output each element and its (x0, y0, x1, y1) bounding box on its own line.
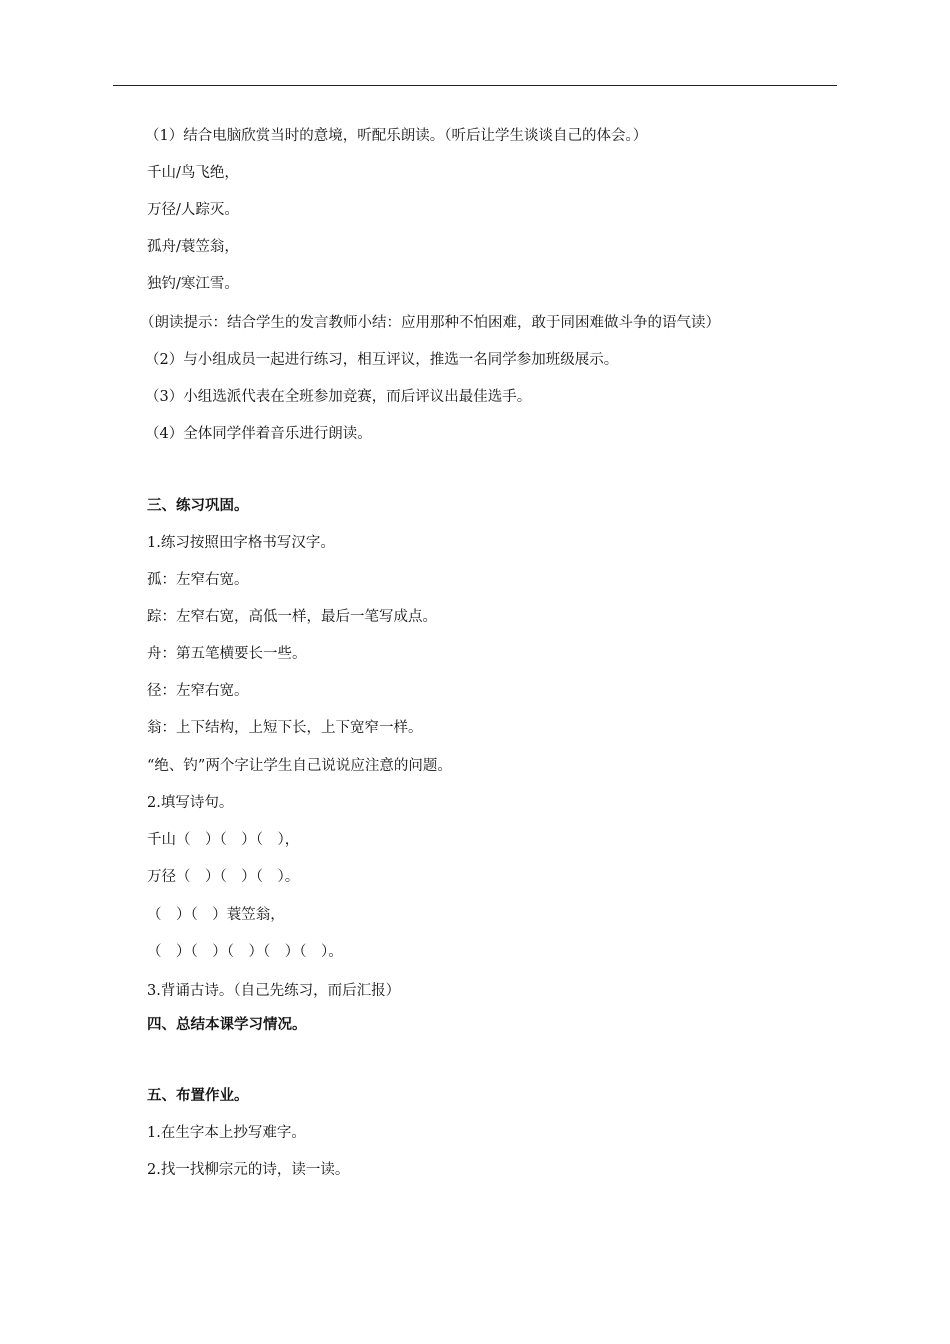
practice-item-3: 3.背诵古诗。（自己先练习，而后汇报） (147, 983, 401, 999)
char-note-zhou: 舟：第五笔横要长一些。 (147, 646, 307, 662)
poem-line-1: 千山/鸟飞绝， (147, 165, 239, 181)
header-rule (113, 85, 837, 86)
section-heading-practice: 三、练习巩固。 (147, 497, 249, 514)
section-heading-summary: 四、总结本课学习情况。 (147, 1016, 307, 1033)
char-note-jue-diao: “绝、钓”两个字让学生自己说说应注意的问题。 (147, 758, 452, 774)
practice-item-2: 2.填写诗句。 (147, 795, 234, 811)
fill-blank-4: （ ）（ ）（ ）（ ）（ ）。 (147, 944, 343, 960)
fill-blank-3: （ ）（ ）蓑笠翁， (147, 907, 285, 923)
reading-step-3: （3）小组选派代表在全班参加竞赛，而后评议出最佳选手。 (145, 389, 532, 405)
section-heading-homework: 五、布置作业。 (147, 1087, 249, 1104)
reading-step-4: （4）全体同学伴着音乐进行朗读。 (145, 426, 372, 442)
homework-item-1: 1.在生字本上抄写难字。 (147, 1125, 306, 1141)
fill-blank-1: 千山（ ）（ ）（ ）， (147, 832, 300, 848)
char-note-weng: 翁：上下结构，上短下长，上下宽窄一样。 (147, 720, 423, 736)
practice-item-1: 1.练习按照田字格书写汉字。 (147, 535, 335, 551)
char-note-gu: 孤：左窄右宽。 (147, 572, 249, 588)
poem-line-2: 万径/人踪灭。 (147, 202, 239, 218)
char-note-jing: 径：左窄右宽。 (147, 683, 249, 699)
reading-tip: （朗读提示：结合学生的发言教师小结：应用那种不怕困难，敢于同困难做斗争的语气读） (140, 315, 720, 331)
fill-blank-2: 万径（ ）（ ）（ ）。 (147, 869, 300, 885)
reading-step-2: （2）与小组成员一起进行练习，相互评议，推选一名同学参加班级展示。 (145, 352, 619, 368)
homework-item-2: 2.找一找柳宗元的诗，读一读。 (147, 1162, 350, 1178)
char-note-zong: 踪：左窄右宽，高低一样，最后一笔写成点。 (147, 609, 437, 625)
reading-step-1: （1）结合电脑欣赏当时的意境，听配乐朗读。（听后让学生谈谈自己的体会。） (145, 128, 648, 144)
poem-line-4: 独钓/寒江雪。 (147, 276, 239, 292)
poem-line-3: 孤舟/蓑笠翁， (147, 239, 239, 255)
